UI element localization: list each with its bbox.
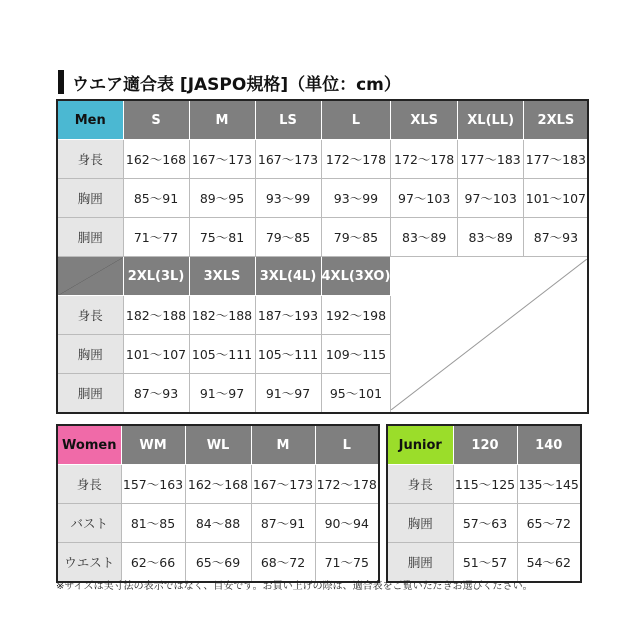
table-cell: 172～178 [391,140,458,179]
table-cell: 177～183 [524,140,589,179]
row-label: 身長 [57,296,123,335]
table-cell: 182～188 [189,296,255,335]
size-header: XL(LL) [457,100,524,140]
row-label: 身長 [57,465,121,504]
table-cell: 105～111 [189,335,255,374]
table-cell: 101～107 [524,179,589,218]
table-cell: 135～145 [517,465,581,504]
size-header: 2XL(3L) [123,257,189,296]
table-cell: 157～163 [121,465,185,504]
women-size-table [56,424,380,583]
size-header: LS [255,100,321,140]
size-header: 3XLS [189,257,255,296]
junior-header-row [387,425,581,465]
size-header: S [123,100,189,140]
table-cell: 105～111 [255,335,321,374]
table-cell: 89～95 [189,179,255,218]
table-cell: 83～89 [457,218,524,257]
table-cell: 167～173 [189,140,255,179]
men-label: Men [57,100,123,140]
corner-cell [57,257,123,296]
table-cell: 87～91 [251,504,315,543]
table-cell: 109～115 [321,335,391,374]
table-cell: 57～63 [453,504,517,543]
table-cell: 167～173 [255,140,321,179]
table-cell: 79～85 [255,218,321,257]
size-header: 3XL(4L) [255,257,321,296]
diagonal-line [391,259,587,410]
table-cell: 93～99 [255,179,321,218]
table-cell: 81～85 [121,504,185,543]
table-cell: 68～72 [251,543,315,583]
size-header: M [251,425,315,465]
table-cell: 87～93 [123,374,189,414]
table-cell: 91～97 [189,374,255,414]
blank-region [391,257,589,414]
table-cell: 90～94 [315,504,379,543]
table-cell: 87～93 [524,218,589,257]
size-header: L [321,100,391,140]
size-note: ※サイズは実寸法の表示ではなく、目安です。お買い上げの際は、適合表をご覧いただきお選びください。 [56,581,533,592]
table-cell: 187～193 [255,296,321,335]
size-header: 140 [517,425,581,465]
table-cell: 172～178 [321,140,391,179]
table-cell: 83～89 [391,218,458,257]
row-label: ウエスト [57,543,121,583]
size-header: 2XLS [524,100,589,140]
women-header-row [57,425,379,465]
size-header: WM [121,425,185,465]
table-cell: 85～91 [123,179,189,218]
table-row [387,465,581,504]
size-header: WL [185,425,251,465]
size-header: XLS [391,100,458,140]
table-cell: 177～183 [457,140,524,179]
table-cell: 84～88 [185,504,251,543]
table-cell: 93～99 [321,179,391,218]
table-cell: 51～57 [453,543,517,583]
table-cell: 71～75 [315,543,379,583]
women-label: Women [57,425,121,465]
table-cell: 162～168 [185,465,251,504]
table-row [57,504,379,543]
row-label: 身長 [387,465,453,504]
row-label: 胸囲 [57,335,123,374]
table-cell: 71～77 [123,218,189,257]
table-cell: 79～85 [321,218,391,257]
table-row [57,218,588,257]
table-cell: 162～168 [123,140,189,179]
title-bar-marker [58,70,64,94]
table-row [387,504,581,543]
table-cell: 97～103 [457,179,524,218]
junior-label: Junior [387,425,453,465]
row-label: 胴囲 [387,543,453,583]
size-header: M [189,100,255,140]
table-cell: 97～103 [391,179,458,218]
table-cell: 101～107 [123,335,189,374]
table-cell: 172～178 [315,465,379,504]
table-cell: 65～72 [517,504,581,543]
table-cell: 115～125 [453,465,517,504]
men-size-table [56,99,589,414]
size-header: L [315,425,379,465]
table-cell: 167～173 [251,465,315,504]
table-cell: 95～101 [321,374,391,414]
table-row [57,140,588,179]
size-header: 120 [453,425,517,465]
size-header: 4XL(3XO) [321,257,391,296]
row-label: 胸囲 [387,504,453,543]
table-cell: 192～198 [321,296,391,335]
table-row [57,465,379,504]
row-label: 胴囲 [57,218,123,257]
table-cell: 91～97 [255,374,321,414]
men-header-row-2 [57,257,588,296]
table-row [57,179,588,218]
row-label: バスト [57,504,121,543]
table-cell: 75～81 [189,218,255,257]
junior-size-table [386,424,582,583]
page-title [58,70,401,94]
title-text: ウエア適合表 [JASPO規格]（単位：cm） [72,74,401,95]
table-cell: 65～69 [185,543,251,583]
row-label: 身長 [57,140,123,179]
men-header-row [57,100,588,140]
table-cell: 62～66 [121,543,185,583]
row-label: 胸囲 [57,179,123,218]
table-cell: 54～62 [517,543,581,583]
table-cell: 182～188 [123,296,189,335]
row-label: 胴囲 [57,374,123,414]
